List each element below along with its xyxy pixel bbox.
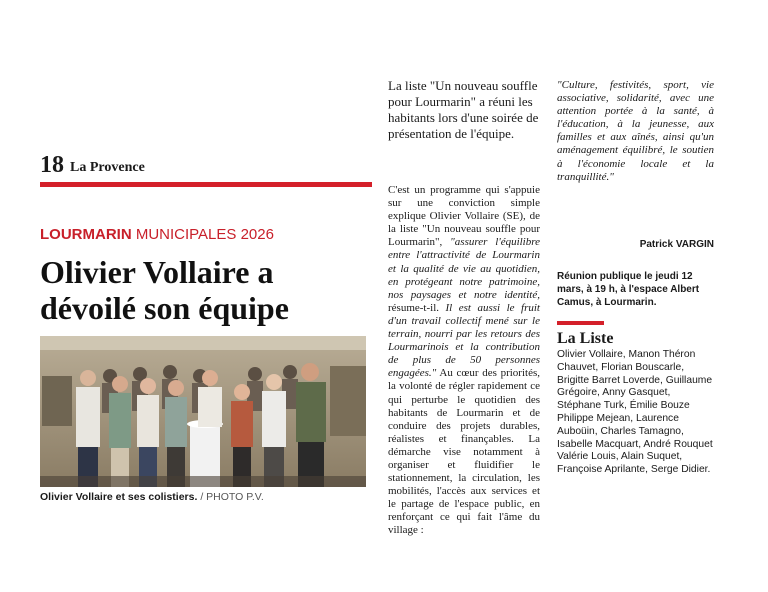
body-quote-1: "assurer l'équilibre entre l'attractivité de Lourmarin et la qualité de vie au quotidien, en protégeant notre patrimoine, nos paysages et notre identité, (388, 236, 540, 301)
body-text-3: Au cœur des priorités, la volonté de régler rapidement ce qui perturbe le quotidien des habitants de Lourmarin et de conduire des projets durables, réalistes et finançables. La démarche vise notamment à organiser et fluidifier le stationnement, la circulation, les mobilités, l'accès aux services et le partage de l'espace public, en renforçant ce qui fait l'âme du village : (388, 367, 540, 537)
list-title: La Liste (557, 330, 614, 347)
group-photo-illustration (40, 336, 366, 487)
body-quote-2: Il est aussi le fruit d'un travail collectif mené sur le terrain, nourri par les retours des Lourmarinois et la contribution de plus de 50 personnes engagées." (388, 301, 540, 380)
caption-text: Olivier Vollaire et ses colistiers. (40, 491, 198, 503)
photo-credit: / PHOTO P.V. (200, 491, 264, 503)
article-photo (40, 336, 366, 487)
photo-caption (40, 491, 264, 504)
body-text-2: résume-t-il. (388, 301, 446, 314)
section-kicker (40, 226, 274, 244)
publication-name: La Provence (70, 160, 145, 175)
list-box-rule (557, 321, 604, 325)
list-names: Olivier Vollaire, Manon Théron Chauvet, Florian Bouscarle, Brigitte Barret Loverde, Guillaume Grégoire, Anny Gasquet, Stéphane Turk, Émilie Bouze Philippe Mejean, Laurence Auboüin, Charles Tamagno, Isabelle Macquart, André Rouquet Valérie Louis, Alain Suquet, Françoise Aprilante, Serge Didier. (557, 349, 713, 476)
kicker-section: MUNICIPALES 2026 (135, 226, 274, 243)
body-quote-3: "Culture, festivités, sport, vie associative, solidarité, avec une attention portée à la santé, à l'éducation, à la jeunesse, aux familles et aux aînés, ainsi qu'un aménagement équilibré, le soutien à l'économie locale et la tranquillité." (557, 79, 714, 183)
article-body-column-2 (388, 184, 540, 538)
body-text-1: C'est un programme qui s'appuie sur une conviction simple explique Olivier Vollaire (SE), de la liste "Un nouveau souffle pour Lourmarin", (388, 184, 540, 249)
page-number: 18 (40, 152, 64, 178)
kicker-town: LOURMARIN (40, 226, 132, 243)
article-body-column-3 (557, 79, 714, 184)
author-signature: Patrick VARGIN (639, 239, 714, 250)
headline: Olivier Vollaire a dévoilé son équipe (40, 254, 289, 326)
meeting-notice: Réunion publique le jeudi 12 mars, à 19 h, à l'espace Albert Camus, à Lourmarin. (557, 271, 700, 308)
header-rule (40, 182, 372, 187)
article-lead: La liste "Un nouveau souffle pour Lourmarin" a réuni les habitants lors d'une soirée de présentation de l'équipe. (388, 78, 539, 141)
